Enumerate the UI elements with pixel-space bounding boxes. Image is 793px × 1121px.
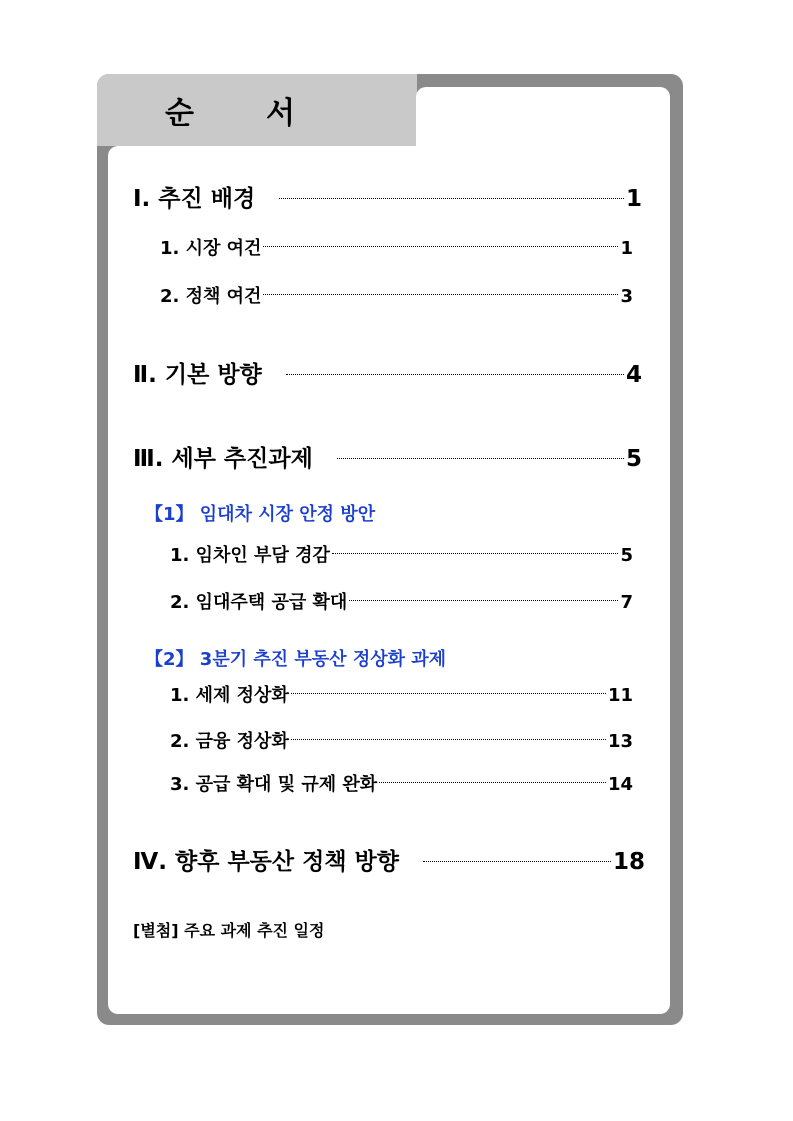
toc-entry-tenant-burden[interactable] <box>170 541 633 567</box>
toc-entry-section-2[interactable] <box>133 356 642 389</box>
toc-entry-label: 2. 금융 정상화 <box>170 731 289 752</box>
toc-entry-label: 3. 공급 확대 및 규제 완화 <box>170 774 378 795</box>
title-char-2: 서 <box>266 96 295 131</box>
toc-entry-section-1[interactable] <box>133 180 642 213</box>
toc-entry-label: Ⅲ. 세부 추진과제 <box>133 446 313 472</box>
dot-leader <box>379 782 606 783</box>
toc-entry-market-conditions[interactable] <box>160 234 633 260</box>
toc-entry-finance-normalization[interactable] <box>170 727 633 753</box>
toc-entry-page: 14 <box>607 774 633 795</box>
toc-entry-page: 11 <box>607 685 633 706</box>
toc-entry-section-3[interactable] <box>133 440 642 473</box>
toc-entry-label: Ⅳ. 향후 부동산 정책 방향 <box>133 849 399 875</box>
toc-entry-label: 2. 정책 여건 <box>160 286 262 307</box>
toc-entry-page: 5 <box>625 446 642 472</box>
dot-leader <box>332 553 619 554</box>
toc-entry-page: 5 <box>620 545 633 566</box>
dot-leader <box>286 374 624 375</box>
title-char-1: 순 <box>165 96 194 131</box>
dot-leader <box>349 600 618 601</box>
toc-entry-label: 1. 임차인 부담 경감 <box>170 545 330 566</box>
toc-entry-section-4[interactable] <box>133 843 645 876</box>
dot-leader <box>291 739 606 740</box>
part-heading-1[interactable]: 【1】 임대차 시장 안정 방안 <box>145 504 376 525</box>
toc-entry-label: Ⅰ. 추진 배경 <box>133 186 256 212</box>
dot-leader <box>263 246 618 247</box>
dot-leader <box>337 458 624 459</box>
toc-entry-page: 4 <box>625 362 642 388</box>
dot-leader <box>279 198 624 199</box>
content-panel <box>108 146 670 1014</box>
toc-entry-label: 2. 임대주택 공급 확대 <box>170 592 348 613</box>
dot-leader <box>423 861 611 862</box>
dot-leader <box>263 294 618 295</box>
toc-entry-page: 3 <box>620 286 633 307</box>
toc-entry-page: 7 <box>620 592 633 613</box>
toc-entry-page: 1 <box>620 238 633 259</box>
attachment-note[interactable]: [별첨] 주요 과제 추진 일정 <box>133 921 325 940</box>
toc-entry-page: 13 <box>607 731 633 752</box>
dot-leader <box>291 693 606 694</box>
toc-entry-rental-supply[interactable] <box>170 588 633 614</box>
toc-entry-tax-normalization[interactable] <box>170 681 633 707</box>
toc-entry-label: 1. 세제 정상화 <box>170 685 289 706</box>
toc-entry-label: 1. 시장 여건 <box>160 238 262 259</box>
toc-entry-policy-conditions[interactable] <box>160 282 633 308</box>
toc-entry-page: 18 <box>612 849 645 875</box>
toc-entry-page: 1 <box>625 186 642 212</box>
toc-entry-label: Ⅱ. 기본 방향 <box>133 362 262 388</box>
page-title <box>165 90 295 130</box>
toc-entry-supply-deregulation[interactable] <box>170 770 633 796</box>
part-heading-2[interactable]: 【2】 3분기 추진 부동산 정상화 과제 <box>145 649 447 670</box>
